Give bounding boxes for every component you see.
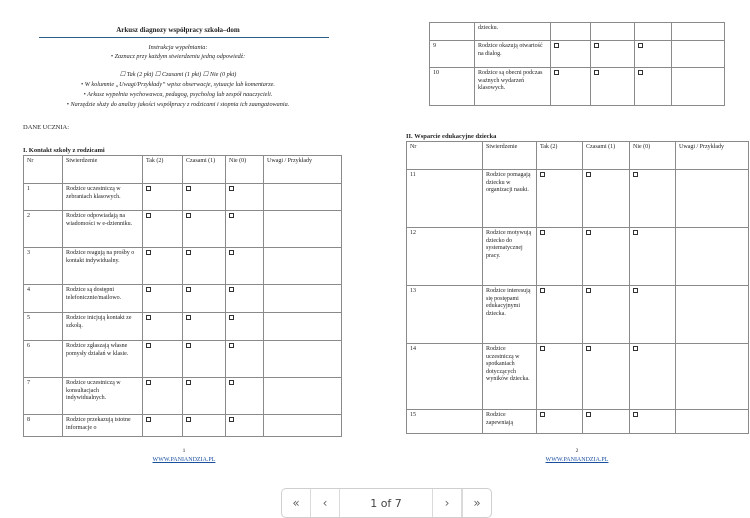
table-row <box>24 378 342 415</box>
row-number: 2 <box>24 211 63 248</box>
table-row <box>24 248 342 285</box>
chevron-right-icon: › <box>444 496 450 510</box>
checkbox-yes[interactable] <box>146 417 151 422</box>
header-no: Nie (0) <box>226 156 264 184</box>
checkbox-no[interactable] <box>229 287 234 292</box>
instruction-line: • Arkusz wypełnia wychowawca, pedagog, psycholog lub zespół nauczycieli. <box>83 91 273 98</box>
double-chevron-left-icon: « <box>292 496 300 510</box>
table-row <box>430 68 725 106</box>
notes-cell[interactable] <box>264 184 342 211</box>
table-row <box>407 170 749 228</box>
row-number: 4 <box>24 285 63 313</box>
row-number <box>430 23 475 41</box>
header-notes: Uwagi / Przykłady <box>264 156 342 184</box>
answer-options-legend: ☐ Tak (2 pkt) ☐ Czasami (1 pkt) ☐ Nie (0 pkt) <box>119 71 237 78</box>
checkbox-sometimes[interactable] <box>186 250 191 255</box>
row-statement: dziecku. <box>475 23 551 41</box>
notes-cell[interactable] <box>264 313 342 341</box>
first-page-button[interactable] <box>282 489 311 517</box>
next-page-button[interactable] <box>433 489 462 517</box>
row-number: 8 <box>24 415 63 437</box>
checkbox-yes[interactable] <box>554 70 559 75</box>
checkbox-yes[interactable] <box>146 380 151 385</box>
instructions-heading: Instrukcja wypełniania: <box>148 44 208 51</box>
checkbox-no[interactable] <box>229 250 234 255</box>
notes-cell[interactable] <box>676 170 749 228</box>
table-row <box>430 23 725 41</box>
row-number: 9 <box>430 41 475 68</box>
checkbox-sometimes[interactable] <box>186 343 191 348</box>
notes-cell[interactable] <box>264 285 342 313</box>
header-sometimes: Czasami (1) <box>183 156 226 184</box>
instruction-line: • Narzędzie służy do analizy jakości współpracy z rodzicami i stopnia ich zaangażowania. <box>66 101 290 108</box>
notes-cell[interactable] <box>264 378 342 415</box>
header-yes: Tak (2) <box>143 156 183 184</box>
header-nr: Nr <box>407 142 483 170</box>
checkbox-sometimes[interactable] <box>586 288 591 293</box>
notes-cell[interactable] <box>264 248 342 285</box>
checkbox-sometimes[interactable] <box>594 70 599 75</box>
row-number: 3 <box>24 248 63 285</box>
notes-cell[interactable] <box>672 41 725 68</box>
checkbox-yes[interactable] <box>540 288 545 293</box>
last-page-button[interactable] <box>462 489 491 517</box>
checkbox-yes[interactable] <box>554 43 559 48</box>
checkbox-sometimes[interactable] <box>186 186 191 191</box>
notes-cell[interactable] <box>676 228 749 286</box>
row-statement: Rodzice przekazują istotne informacje o <box>63 415 143 437</box>
notes-cell[interactable] <box>672 23 725 41</box>
student-data-label: DANE UCZNIA: <box>23 124 70 131</box>
checkbox-no[interactable] <box>229 380 234 385</box>
row-statement: Rodzice są obecni podczas ważnych wydarzeń klasowych. <box>475 68 551 106</box>
document-page-1 <box>23 0 373 478</box>
notes-cell[interactable] <box>676 344 749 410</box>
header-statement: Stwierdzenie <box>483 142 537 170</box>
checkbox-yes[interactable] <box>146 287 151 292</box>
checkbox-yes[interactable] <box>146 213 151 218</box>
row-number: 12 <box>407 228 483 286</box>
checkbox-sometimes[interactable] <box>586 412 591 417</box>
notes-cell[interactable] <box>264 415 342 437</box>
section-title-contact: I. Kontakt szkoły z rodzicami <box>23 147 105 154</box>
table-row <box>24 313 342 341</box>
row-number: 7 <box>24 378 63 415</box>
notes-cell[interactable] <box>672 68 725 106</box>
chevron-left-icon: ‹ <box>322 496 328 510</box>
table-header-row <box>24 156 342 184</box>
row-number: 10 <box>430 68 475 106</box>
checkbox-sometimes[interactable] <box>186 315 191 320</box>
row-number: 11 <box>407 170 483 228</box>
row-statement: Rodzice uczestniczą w konsultacjach indywidualnych. <box>63 378 143 415</box>
checkbox-no[interactable] <box>229 417 234 422</box>
checkbox-no[interactable] <box>638 43 643 48</box>
checkbox-sometimes[interactable] <box>586 172 591 177</box>
checkbox-no[interactable] <box>633 346 638 351</box>
notes-cell[interactable] <box>264 211 342 248</box>
table-row <box>407 228 749 286</box>
notes-cell[interactable] <box>676 286 749 344</box>
table-row <box>430 41 725 68</box>
instruction-line: • W kolumnie „Uwagi/Przykłady” wpisz obserwacje, sytuacje lub komentarze. <box>81 81 275 88</box>
checkbox-no[interactable] <box>633 412 638 417</box>
checkbox-sometimes[interactable] <box>186 417 191 422</box>
row-statement: Rodzice są dostępni telefonicznie/mailowo. <box>63 285 143 313</box>
table-header-row <box>407 142 749 170</box>
contact-table <box>23 155 342 437</box>
row-statement: Rodzice reagują na prośby o kontakt indywidualny. <box>63 248 143 285</box>
checkbox-yes[interactable] <box>146 315 151 320</box>
table-row <box>407 286 749 344</box>
row-number: 5 <box>24 313 63 341</box>
row-statement: Rodzice uczestniczą w zebraniach klasowych. <box>63 184 143 211</box>
page-indicator: 1 of 7 <box>340 489 433 517</box>
row-statement: Rodzice okazują otwartość na dialog. <box>475 41 551 68</box>
title-divider <box>39 37 329 38</box>
header-statement: Stwierdzenie <box>63 156 143 184</box>
checkbox-no[interactable] <box>638 70 643 75</box>
table-row <box>24 285 342 313</box>
checkbox-no[interactable] <box>229 213 234 218</box>
header-yes: Tak (2) <box>537 142 583 170</box>
header-nr: Nr <box>24 156 63 184</box>
section-title-support: II. Wsparcie edukacyjne dziecka <box>406 133 497 140</box>
checkbox-sometimes[interactable] <box>586 230 591 235</box>
header-no: Nie (0) <box>630 142 676 170</box>
page-number: 1 <box>182 448 186 454</box>
row-statement: Rodzice zgłaszają własne pomysły działań w klasie. <box>63 341 143 378</box>
pagination-bar <box>281 488 492 518</box>
row-number: 1 <box>24 184 63 211</box>
double-chevron-right-icon: » <box>473 496 481 510</box>
checkbox-sometimes[interactable] <box>586 346 591 351</box>
footer-link[interactable]: WWW.PANIANDZIA.PL <box>545 457 609 463</box>
row-statement: Rodzice uczestniczą w spotkaniach dotyczących wyników dziecka. <box>483 344 537 410</box>
checkbox-sometimes[interactable] <box>186 213 191 218</box>
checkbox-yes[interactable] <box>146 186 151 191</box>
row-statement: Rodzice zapewniają <box>483 410 537 434</box>
table-row <box>24 415 342 437</box>
row-statement: Rodzice pomagają dziecku w organizacji nauki. <box>483 170 537 228</box>
table-row <box>407 410 749 434</box>
table-row <box>24 341 342 378</box>
checkbox-no[interactable] <box>229 315 234 320</box>
row-number: 15 <box>407 410 483 434</box>
checkbox-yes[interactable] <box>540 230 545 235</box>
row-statement: Rodzice motywują dziecko do systematycznej pracy. <box>483 228 537 286</box>
checkbox-sometimes[interactable] <box>186 380 191 385</box>
table-row <box>24 211 342 248</box>
header-notes: Uwagi / Przykłady <box>676 142 749 170</box>
checkbox-yes[interactable] <box>540 172 545 177</box>
checkbox-yes[interactable] <box>540 412 545 417</box>
document-page-2 <box>406 0 750 478</box>
checkbox-no[interactable] <box>229 343 234 348</box>
checkbox-yes[interactable] <box>146 343 151 348</box>
row-number: 14 <box>407 344 483 410</box>
checkbox-sometimes[interactable] <box>594 43 599 48</box>
row-statement: Rodzice odpowiadają na wiadomości w e-dzienniku. <box>63 211 143 248</box>
checkbox-no[interactable] <box>633 230 638 235</box>
footer-link[interactable]: WWW.PANIANDZIA.PL <box>152 457 216 463</box>
instruction-line: • Zaznacz przy każdym stwierdzeniu jedną odpowiedź: <box>110 53 246 60</box>
checkbox-yes[interactable] <box>146 250 151 255</box>
header-sometimes: Czasami (1) <box>583 142 630 170</box>
support-table <box>406 141 749 434</box>
checkbox-no[interactable] <box>633 288 638 293</box>
contact-table-continued <box>429 22 725 106</box>
row-number: 13 <box>407 286 483 344</box>
checkbox-yes[interactable] <box>540 346 545 351</box>
previous-page-button[interactable] <box>311 489 340 517</box>
checkbox-no[interactable] <box>229 186 234 191</box>
row-statement: Rodzice interesują się postępami edukacyjnymi dziecka. <box>483 286 537 344</box>
row-number: 6 <box>24 341 63 378</box>
document-title: Arkusz diagnozy współpracy szkoła–dom <box>116 26 240 34</box>
checkbox-sometimes[interactable] <box>186 287 191 292</box>
table-row <box>24 184 342 211</box>
row-statement: Rodzice inicjują kontakt ze szkołą. <box>63 313 143 341</box>
page-number: 2 <box>575 448 579 454</box>
checkbox-no[interactable] <box>633 172 638 177</box>
notes-cell[interactable] <box>676 410 749 434</box>
notes-cell[interactable] <box>264 341 342 378</box>
table-row <box>407 344 749 410</box>
